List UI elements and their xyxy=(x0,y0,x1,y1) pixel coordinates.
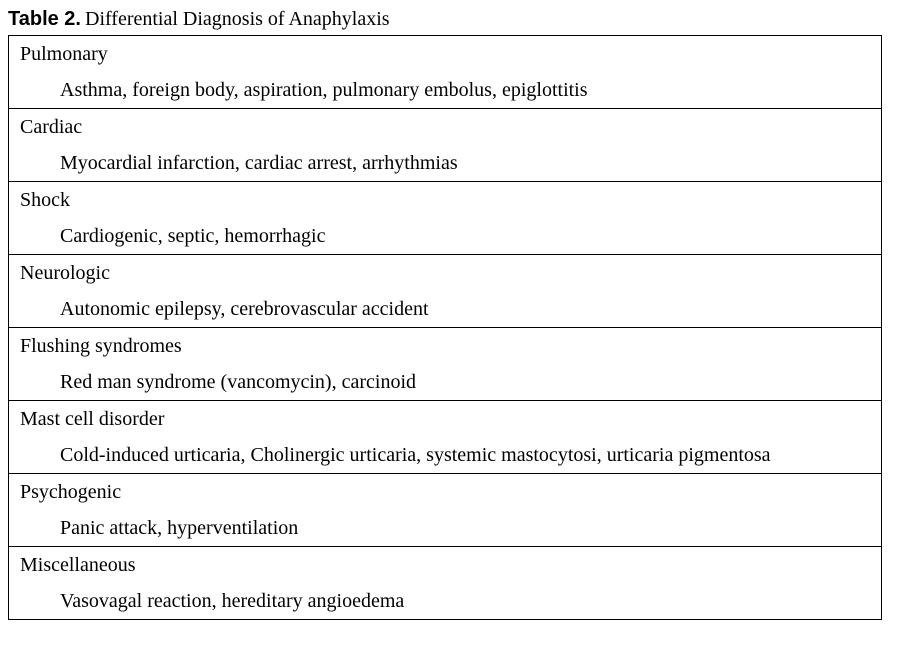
section-heading: Shock xyxy=(20,189,70,211)
section-items: Vasovagal reaction, hereditary angioedema xyxy=(60,590,405,612)
section-items: Cold-induced urticaria, Cholinergic urticaria, systemic mastocytosi, urticaria pigmentosa xyxy=(60,444,771,466)
section-heading: Cardiac xyxy=(20,116,83,138)
table-section-shock xyxy=(9,181,881,254)
section-items: Panic attack, hyperventilation xyxy=(60,517,299,539)
section-heading: Psychogenic xyxy=(20,481,122,503)
section-items: Red man syndrome (vancomycin), carcinoid xyxy=(60,371,416,393)
table-section-cardiac xyxy=(9,108,881,181)
section-items: Asthma, foreign body, aspiration, pulmonary embolus, epiglottitis xyxy=(60,79,588,101)
differential-diagnosis-table xyxy=(8,35,882,620)
table-section-pulmonary xyxy=(9,36,881,108)
section-heading: Pulmonary xyxy=(20,43,108,65)
table-section-miscellaneous xyxy=(9,546,881,619)
section-heading: Miscellaneous xyxy=(20,554,136,576)
section-items: Myocardial infarction, cardiac arrest, arrhythmias xyxy=(60,152,458,174)
section-items: Cardiogenic, septic, hemorrhagic xyxy=(60,225,326,247)
section-heading: Mast cell disorder xyxy=(20,408,165,430)
table-section-neurologic xyxy=(9,254,881,327)
section-items: Autonomic epilepsy, cerebrovascular accident xyxy=(60,298,429,320)
table-section-psychogenic xyxy=(9,473,881,546)
table-number: Table 2. xyxy=(8,8,81,30)
table-caption xyxy=(8,5,390,33)
table-section-flushing-syndromes xyxy=(9,327,881,400)
section-heading: Neurologic xyxy=(20,262,110,284)
section-heading: Flushing syndromes xyxy=(20,335,182,357)
table-section-mast-cell-disorder xyxy=(9,400,881,473)
table-title: Differential Diagnosis of Anaphylaxis xyxy=(85,8,390,30)
